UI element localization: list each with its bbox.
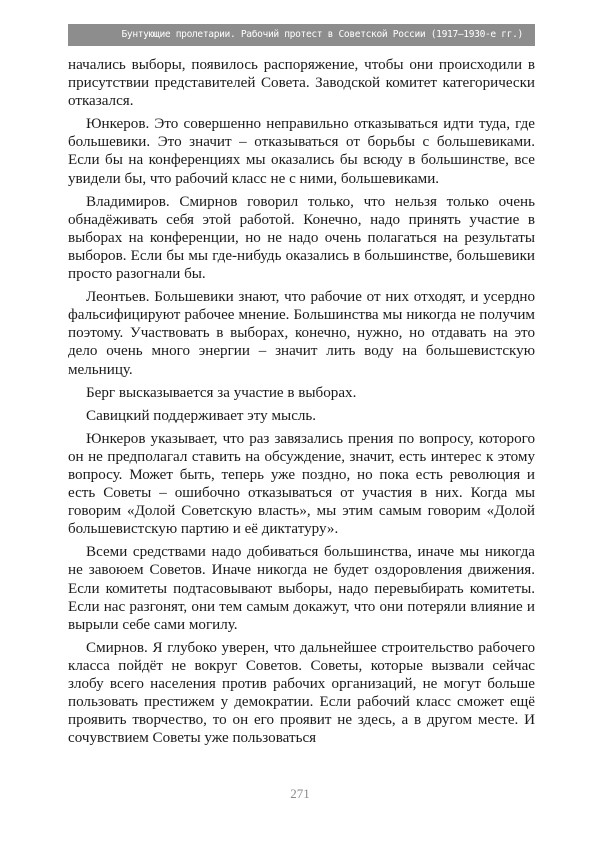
running-header: Бунтующие пролетарии. Рабочий протест в Советской России (1917–1930-е гг.) — [68, 24, 535, 46]
paragraph: Савицкий поддерживает эту мысль. — [86, 407, 317, 424]
paragraph: Юнкеров. Это совершенно неправильно отказываться идти туда, где большевики. Это значит – отказываться от борьбы с большевиками. Если бы на конференциях мы оказались бы всюду в большинстве, все увидели бы, что рабочий класс не с ними, большевиками. — [68, 116, 535, 187]
paragraph: Берг высказывается за участие в выборах. — [86, 384, 357, 401]
paragraph: начались выборы, появилось распоряжение, чтобы они происходили в присутствии представителей Совета. Заводской комитет категорически отказался. — [68, 57, 535, 110]
paragraph: Смирнов. Я глубоко уверен, что дальнейшее строительство рабочего класса пойдёт не вокруг Советов. Советы, которые вызвали сейчас злобу всего населения против рабочих организаций, не могут больше пользовать престижем у демократии. Если рабочий класс сможет ещё проявить творчество, то он его проявит не здесь, а в другом месте. И сочувствием Советы уже пользоваться — [68, 639, 535, 747]
paragraph: Леонтьев. Большевики знают, что рабочие от них отходят, и усердно фальсифицируют рабочее мнение. Большинства мы никогда не получим поэтому. Участвовать в выборах, конечно, нужно, но отдавать на это дело очень много энергии – значит лить воду на большевистскую мельницу. — [68, 289, 535, 378]
paragraph: Всеми средствами надо добиваться большинства, иначе мы никогда не завоюем Советов. Иначе никогда не будет оздоровления движения. Если комитеты подтасовывают выборы, надо перевыбирать комитеты. Если нас разгонят, они тем самым докажут, что они потеряли влияние и вырыли себе сами могилу. — [68, 544, 535, 633]
body-text — [68, 56, 535, 752]
page-number: 271 — [290, 786, 310, 801]
paragraph: Юнкеров указывает, что раз завязались прения по вопросу, которого он не предполагал ставить на обсуждение, значит, есть интерес к этому вопросу. Может быть, теперь уже поздно, но пока есть революция и есть Советы – ошибочно отказываться от участия в них. Когда мы говорим «Долой Советскую власть», мы этим самым говорим «Долой большевистскую партию и её диктатуру». — [68, 430, 535, 538]
paragraph: Владимиров. Смирнов говорил только, что нельзя только очень обнадёживать себя этой работой. Конечно, надо принять участие в выборах на конференции, но не надо очень полагаться на результаты выборов. Если бы мы где-нибудь оказались в большинстве, большевики просто разогнали бы. — [68, 193, 535, 283]
